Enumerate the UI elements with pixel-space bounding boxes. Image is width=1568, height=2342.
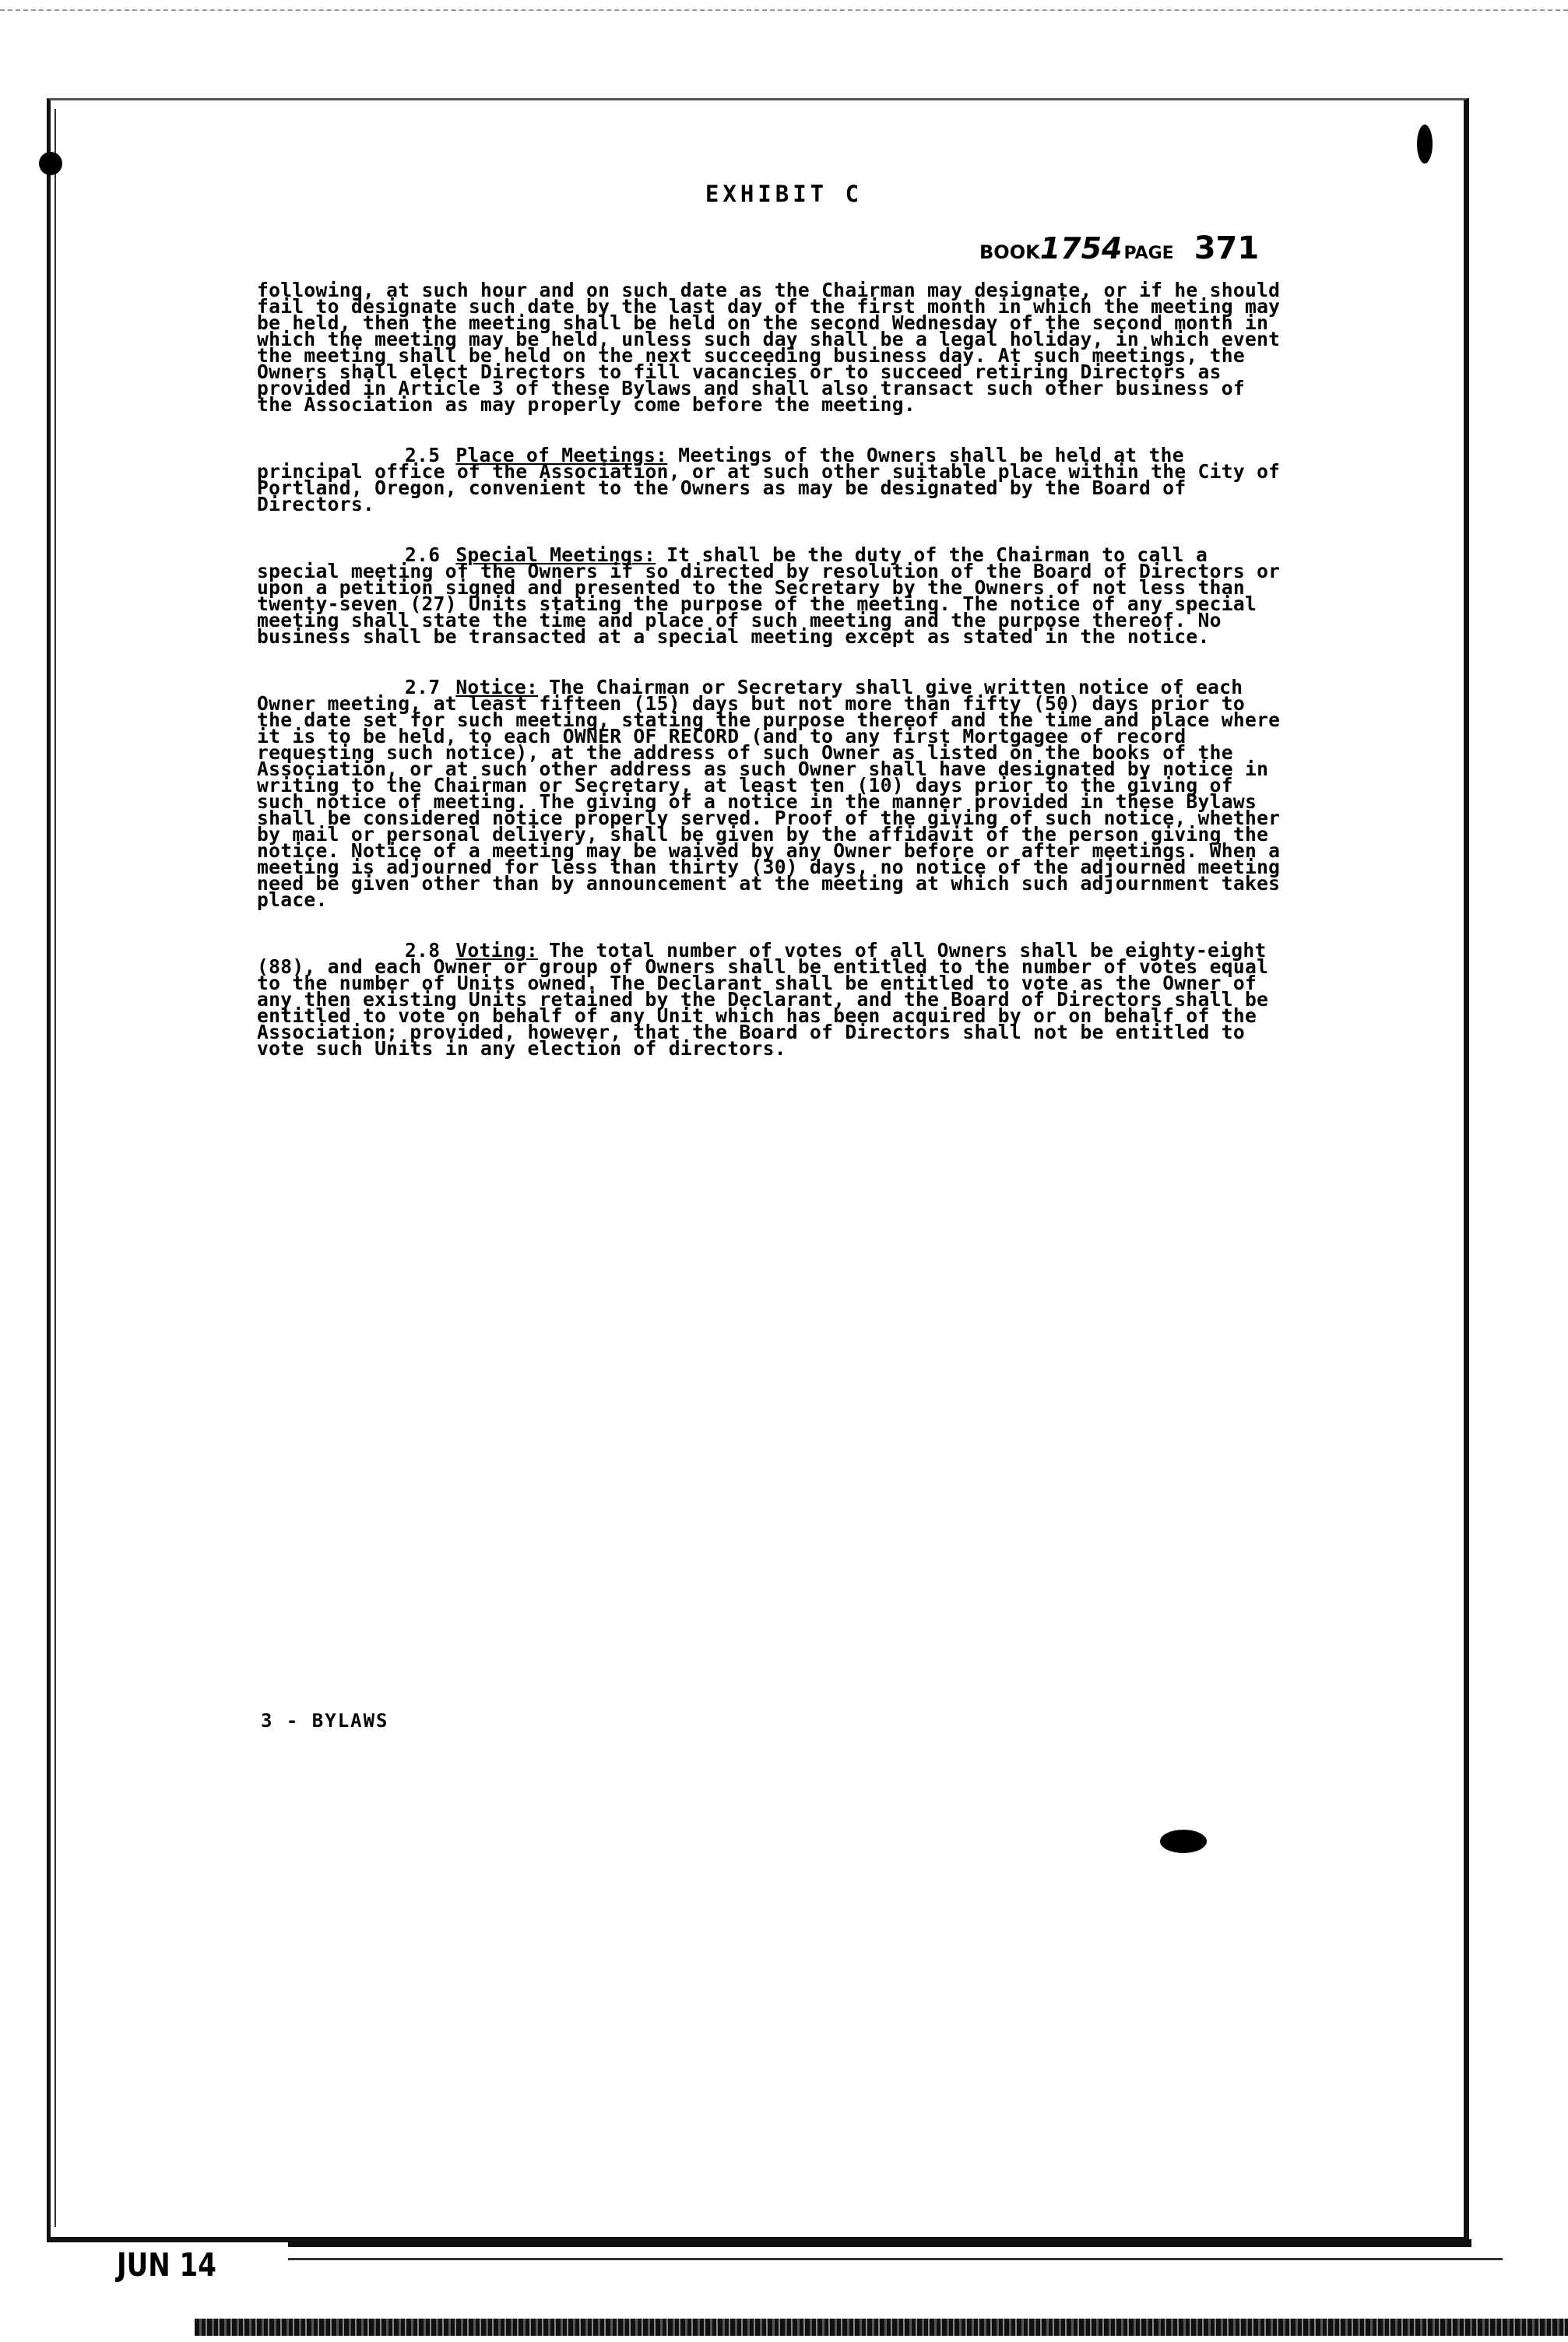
paragraph-special-meetings [257,543,1285,648]
section-heading: Place of Meetings: [455,444,668,466]
paragraph-text: It shall be the duty of the Chairman to call a special meeting of the Owners if so directed by resolution of the Board of Directors or upon a petition signed and presented to the Secretary by the Owners of not less than twenty-seven (27) Units stating the purpose of the meeting. The notice of any special meeting shall state the time and place of such meeting and the purpose thereof. No business shall be transacted at a special meeting except as stated in the notice. [257,543,1281,648]
section-heading: Notice: [455,676,539,698]
exhibit-heading: EXHIBIT C [705,181,863,207]
book-number: 1754 [1039,231,1123,265]
section-heading: Voting: [455,939,539,962]
page-number: 371 [1194,230,1260,266]
bylaws-body [257,279,1285,1091]
section-heading: Special Meetings: [455,543,656,566]
section-number: 2.6 [405,543,441,566]
paragraph-text: The Chairman or Secretary shall give written notice of each Owner meeting, at least fifteen (15) days but not more than fifty (50) days prior to the date set for such meeting, stating the purpose thereof and the time and place where it is to be held, to each OWNER OF RECORD (and to any first Mortgagee of record requesting such notice), at the address of such Owner as listed on the books of the Association, or at such other address as such Owner shall have designated by notice in writing to the Chairman or Secretary, at least ten (10) days prior to the giving of such notice of meeting. The giving of a notice in the manner provided in these Bylaws shall be considered notice properly served. Proof of the giving of such notice, whether by mail or personal delivery, shall be given by the affidavit of the person giving the notice. Notice of a meeting may be waived by any Owner before or after meetings. When a meeting is adjourned for less than thirty (30) days, no notice of the adjourned meeting need be given other than by announcement at the meeting at which such adjournment takes place. [257,676,1281,911]
book-label: BOOK [979,241,1040,263]
paragraph-notice [257,676,1285,911]
ink-blot [39,152,62,175]
scan-bottom-bar [288,2239,1471,2247]
ink-blot [1160,1830,1207,1853]
paragraph-text: following, at such hour and on such date as the Chairman may designate, or if he should fail to designate such date by the last day of the first month in which the meeting may be held, then the meeting shall be held on the second Wednesday of the second month in which the meeting may be held, unless such day shall be a legal holiday, in which event the meeting shall be held on the next succeeding business day. At such meetings, the Owners shall elect Directors to fill vacancies or to succeed retiring Directors as provided in Article 3 of these Bylaws and shall also transact such other business of the Association as may properly come before the meeting. [257,279,1281,416]
page-label: PAGE [1123,244,1174,263]
book-page-reference [979,230,1259,266]
section-number: 2.7 [405,676,441,698]
left-margin-line [54,109,56,2227]
scan-bottom-line [288,2258,1503,2260]
scan-edge-strip [195,2319,1568,2336]
ink-blot [1417,125,1433,164]
paragraph-text: The total number of votes of all Owners shall be eighty-eight (88), and each Owner or group of Owners shall be entitled to the number of votes equal to the number of Units owned. The Declarant shall be entitled to vote as the Owner of any then existing Units retained by the Declarant, and the Board of Directors shall be entitled to vote on behalf of any Unit which has been acquired by or on behalf of the Association; provided, however, that the Board of Directors shall not be entitled to vote such Units in any election of directors. [257,939,1269,1060]
section-number: 2.8 [405,939,441,962]
paragraph-voting [257,939,1285,1060]
paragraph-text: Meetings of the Owners shall be held at the principal office of the Association, or at such other suitable place within the City of Portland, Oregon, convenient to the Owners as may be designated by the Board of Directors. [257,444,1281,515]
scan-top-edge [0,9,1568,11]
section-number: 2.5 [405,444,441,466]
date-stamp: JUN 14 [117,2247,216,2284]
page-footer: 3 - BYLAWS [261,1710,389,1732]
paragraph-place-of-meetings [257,444,1285,515]
paragraph-continuation [257,279,1285,416]
